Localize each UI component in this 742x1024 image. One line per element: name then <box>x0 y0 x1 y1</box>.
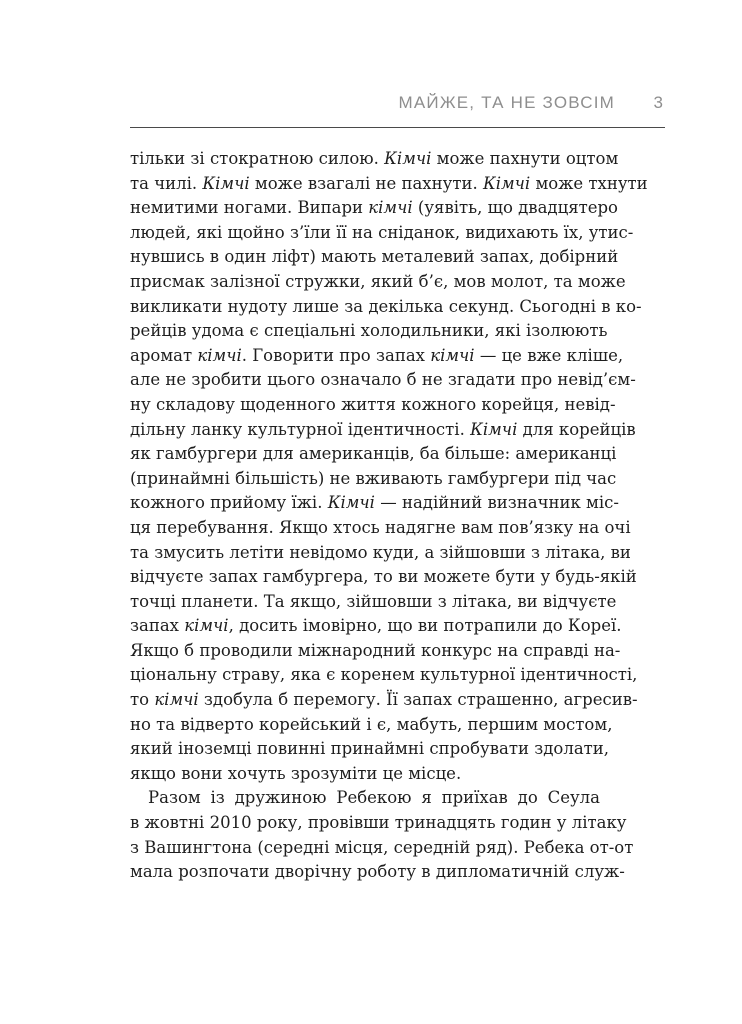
text-run: мала розпочати дворічну роботу в дипломатичній служ- <box>130 862 625 882</box>
italic-term: Кімчі <box>470 419 518 439</box>
text-line <box>130 737 610 762</box>
text-run: ціональну страву, яка є коренем культурної ідентичності, <box>130 665 638 685</box>
text-run: здобула б перемогу. Її запах страшенно, агресив- <box>198 690 638 710</box>
text-run: та змусить летіти невідомо куди, а зійшовши з літака, ви <box>130 542 631 562</box>
text-run: но та відверто корейський і є, мабуть, першим мостом, <box>130 714 613 734</box>
text-run: але не зробити цього означало б не згадати про невід’єм- <box>130 370 636 390</box>
text-run: ну складову щоденного життя кожного корейця, невід- <box>130 394 616 414</box>
running-head-title: МАЙЖЕ, ТА НЕ ЗОВСІМ <box>398 93 615 112</box>
text-line <box>130 590 617 615</box>
text-line <box>130 811 627 836</box>
text-line <box>130 368 636 393</box>
text-run: ця перебування. Якщо хтось надягне вам пов’язку на очі <box>130 517 631 537</box>
italic-term: Кімчі <box>327 493 375 513</box>
text-line <box>130 860 625 885</box>
text-line <box>130 442 617 467</box>
text-run: рейців удома є спеціальні холодильники, які ізолюють <box>130 321 608 341</box>
body-text <box>130 147 648 885</box>
text-line <box>130 295 642 320</box>
text-line <box>130 713 613 738</box>
text-run: то <box>130 690 155 710</box>
text-run: може взагалі не пахнути. <box>249 173 483 193</box>
text-line <box>130 762 600 787</box>
text-run: Разом із дружиною Ребекою я приїхав до Сеула <box>148 788 600 808</box>
text-run: присмак залізної стружки, який б’є, мов молот, та може <box>130 271 626 291</box>
text-run: тільки зі стократною силою. <box>130 149 385 168</box>
italic-term: кімчі <box>184 616 229 636</box>
text-line <box>130 541 631 566</box>
text-run: може пахнути оцтом <box>431 149 619 168</box>
text-line <box>130 663 638 688</box>
text-run: якщо вони хочуть зрозуміти це місце. <box>130 763 462 783</box>
text-line <box>130 639 621 664</box>
text-run: відчуєте запах гамбургера, то ви можете бути у будь-якій <box>130 567 637 587</box>
italic-term: кімчі <box>154 690 199 710</box>
text-run: Якщо б проводили міжнародний конкурс на справді на- <box>130 640 621 660</box>
text-line <box>130 418 636 443</box>
text-line <box>130 786 600 811</box>
text-run: дільну ланку культурної ідентичності. <box>130 419 471 439</box>
italic-term: Кімчі <box>202 173 250 193</box>
text-run: , досить імовірно, що ви потрапили до Кореї. <box>228 616 622 636</box>
running-head <box>130 93 665 121</box>
text-run: запах <box>130 616 185 636</box>
text-run: викликати нудоту лише за декілька секунд. Сьогодні в ко- <box>130 296 642 316</box>
page-number: 3 <box>653 93 663 112</box>
text-line <box>130 614 622 639</box>
header-rule <box>130 127 665 128</box>
text-run: . Говорити про запах <box>241 345 431 365</box>
text-line <box>130 270 626 295</box>
text-run: як гамбургери для американців, ба більше: американці <box>130 444 617 464</box>
text-line <box>130 172 648 197</box>
text-run: може тхнути <box>530 173 648 193</box>
text-line <box>130 565 637 590</box>
text-run: (принаймні більшість) не вживають гамбургери під час <box>130 468 617 488</box>
text-run: для корейців <box>517 419 636 439</box>
italic-term: кімчі <box>197 345 242 365</box>
text-run: кожного прийому їжі. <box>130 493 328 513</box>
paragraph <box>130 147 648 786</box>
text-line <box>130 516 631 541</box>
text-run: точці планети. Та якщо, зійшовши з літака, ви відчуєте <box>130 591 617 611</box>
text-line <box>130 196 618 221</box>
italic-term: Кімчі <box>482 173 531 193</box>
italic-term: Кімчі <box>384 149 432 168</box>
text-run: — надійний визначник міс- <box>374 493 619 513</box>
text-line <box>130 467 617 492</box>
text-line <box>130 245 619 270</box>
text-line <box>130 491 619 516</box>
text-line <box>130 836 634 861</box>
italic-term: кімчі <box>368 198 413 218</box>
italic-term: кімчі <box>430 345 475 365</box>
text-run: (уявіть, що двадцятеро <box>412 198 618 218</box>
text-line <box>130 147 619 172</box>
text-run: та чилі. <box>130 173 203 193</box>
text-line <box>130 393 616 418</box>
text-line <box>130 221 634 246</box>
text-run: — це вже кліше, <box>474 345 624 365</box>
text-run: в жовтні 2010 року, провівши тринадцять годин у літаку <box>130 813 627 833</box>
text-line <box>130 319 608 344</box>
text-run: людей, які щойно з’їли її на сніданок, видихають їх, утис- <box>130 222 634 242</box>
text-run: з Вашингтона (середні місця, середній ряд). Ребека от-от <box>130 837 634 857</box>
text-run: який іноземці повинні принаймні спробувати здолати, <box>130 739 610 759</box>
text-line <box>130 688 638 713</box>
text-run: аромат <box>130 345 198 365</box>
text-run: немитими ногами. Випари <box>130 198 369 218</box>
text-run: нувшись в один ліфт) мають металевий запах, добірний <box>130 247 619 267</box>
text-line <box>130 344 624 369</box>
paragraph <box>130 786 634 884</box>
